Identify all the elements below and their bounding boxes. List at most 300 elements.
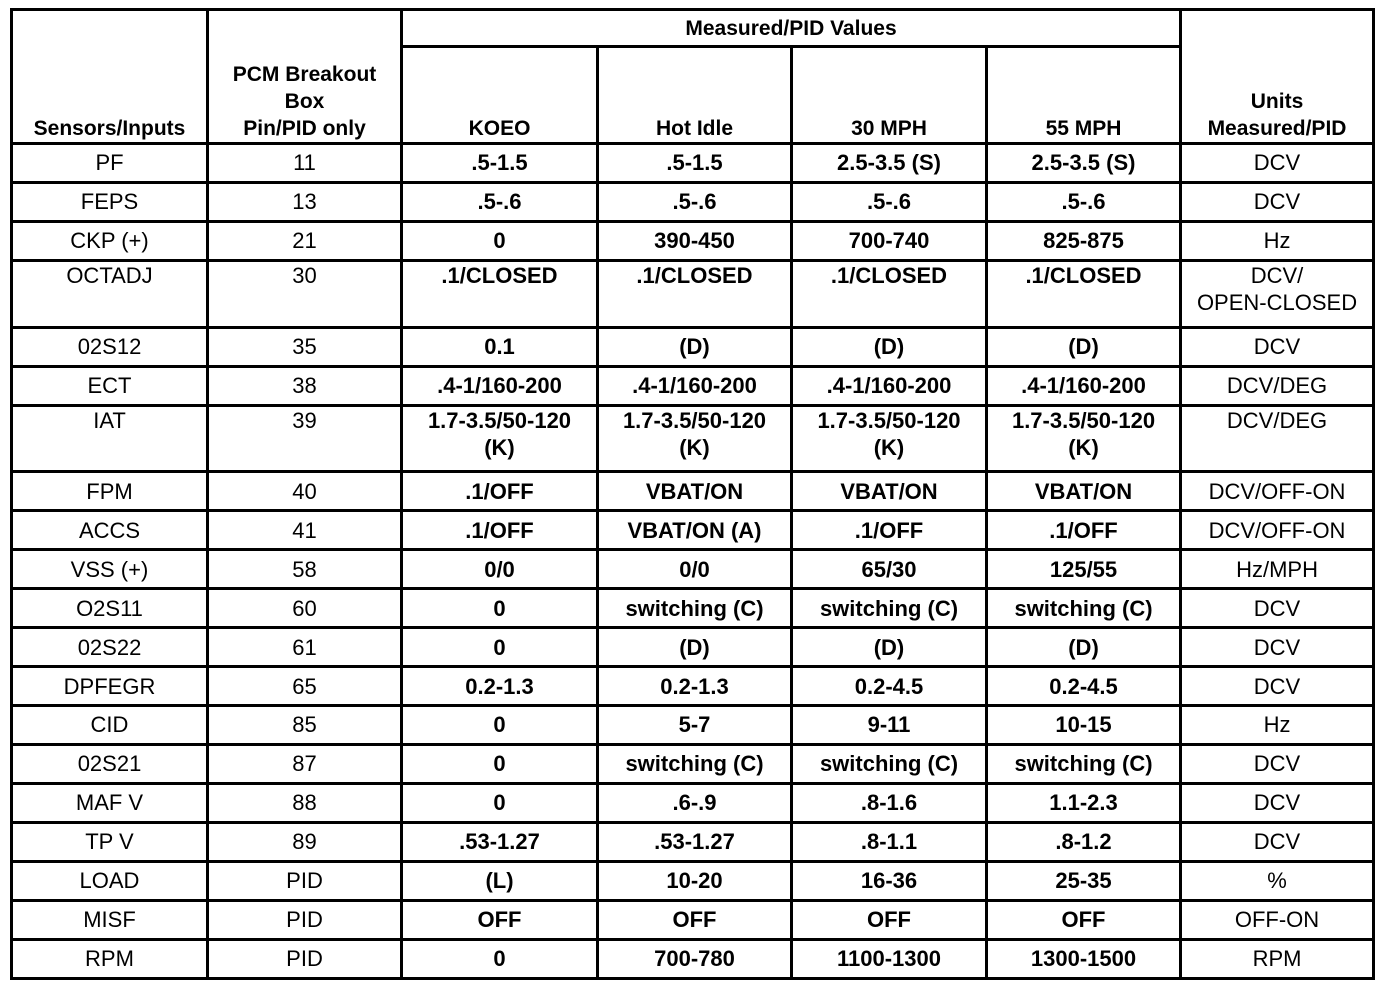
hot-idle-cell: [598, 861, 792, 900]
table-row: [12, 783, 1374, 822]
pin-cell: [208, 472, 402, 511]
koeo-cell: [402, 939, 598, 978]
mph30-cell-text: 9-11: [867, 712, 911, 738]
koeo-cell-text: .1/OFF: [465, 478, 534, 504]
koeo-cell-text: 0/0: [484, 556, 515, 582]
mph55-cell: [987, 589, 1181, 628]
sensor-cell-text: TP V: [85, 829, 134, 855]
table-row: [12, 589, 1374, 628]
hot-idle-cell-text: 390-450: [654, 228, 735, 254]
unit-cell: [1181, 939, 1374, 978]
hot-idle-cell: [598, 783, 792, 822]
mph55-cell: [987, 327, 1181, 366]
unit-cell-text: Hz/MPH: [1236, 556, 1318, 582]
hot-idle-cell: [598, 628, 792, 667]
table-row: [12, 366, 1374, 405]
koeo-cell-text: .53-1.27: [459, 829, 540, 855]
mph55-cell-text: 10-15: [1055, 712, 1112, 738]
pin-cell: [208, 667, 402, 706]
pin-cell-text: 11: [293, 150, 316, 176]
mph30-cell: [792, 182, 987, 221]
sensor-cell-text: VSS (+): [70, 556, 149, 582]
mph55-cell: [987, 182, 1181, 221]
hot-idle-cell-text: 10-20: [666, 868, 723, 894]
mph30-cell: [792, 628, 987, 667]
mph55-cell-text: (D): [1068, 334, 1099, 360]
pin-cell-text: 35: [292, 334, 317, 360]
table-row: [12, 221, 1374, 260]
hot-idle-cell: [598, 900, 792, 939]
koeo-cell: [402, 405, 598, 472]
unit-cell-text: DCV: [1253, 595, 1301, 621]
koeo-cell: [402, 550, 598, 589]
unit-cell-text: %: [1267, 868, 1287, 894]
mph55-cell: [987, 706, 1181, 745]
hot-idle-cell: [598, 511, 792, 550]
koeo-cell: [402, 260, 598, 327]
koeo-cell-text: .1/OFF: [465, 517, 534, 543]
mph55-cell: [987, 939, 1181, 978]
koeo-cell: [402, 366, 598, 405]
koeo-cell: [402, 861, 598, 900]
unit-cell-text: RPM: [1252, 946, 1302, 972]
sensor-cell-text: LOAD: [79, 868, 140, 894]
pin-cell: [208, 939, 402, 978]
table-row: [12, 628, 1374, 667]
hot-idle-cell-text: switching (C): [625, 595, 764, 621]
sensor-cell: [12, 744, 208, 783]
sensor-cell: [12, 405, 208, 472]
unit-cell: [1181, 260, 1374, 327]
mph55-cell-text: switching (C): [1014, 751, 1153, 777]
mph30-cell: [792, 939, 987, 978]
table-row: [12, 939, 1374, 978]
sensor-cell: [12, 939, 208, 978]
mph55-cell-text: .4-1/160-200: [1021, 373, 1146, 399]
header-pcm-breakout: [208, 10, 402, 144]
mph30-cell-text: (D): [873, 634, 905, 660]
mph55-cell-text-line2: (K): [1068, 434, 1099, 460]
mph30-cell: [792, 511, 987, 550]
pin-cell-text: 38: [292, 373, 317, 399]
unit-cell-text: Hz: [1263, 712, 1291, 738]
hot-idle-cell-text: 700-780: [654, 946, 735, 972]
koeo-cell-text: 0: [493, 751, 506, 777]
sensor-cell-text: FEPS: [80, 189, 139, 215]
mph55-cell: [987, 628, 1181, 667]
hot-idle-cell-text: .53-1.27: [654, 829, 735, 855]
unit-cell: [1181, 327, 1374, 366]
unit-cell-text: DCV: [1253, 189, 1301, 215]
table-row: [12, 327, 1374, 366]
sensor-cell: [12, 628, 208, 667]
mph55-cell-text: .1/OFF: [1049, 517, 1118, 543]
pin-cell: [208, 221, 402, 260]
mph30-cell: [792, 861, 987, 900]
hot-idle-cell-text: (D): [679, 334, 710, 360]
header-30-mph: 30 MPH: [792, 47, 987, 144]
hot-idle-cell: [598, 667, 792, 706]
unit-cell-text: OFF-ON: [1234, 907, 1320, 933]
unit-cell: [1181, 744, 1374, 783]
mph30-cell: [792, 260, 987, 327]
sensor-cell-text: PF: [95, 150, 124, 176]
unit-cell-text: Hz: [1263, 228, 1291, 254]
pin-cell-text: 87: [292, 751, 317, 777]
header-koeo: KOEO: [402, 47, 598, 144]
pin-cell-text: 40: [292, 478, 317, 504]
mph55-cell: [987, 744, 1181, 783]
sensor-cell: [12, 667, 208, 706]
pid-values-table: [10, 8, 1375, 980]
unit-cell-text: DCV/OFF-ON: [1208, 517, 1346, 543]
header-sensors-label: Sensors/Inputs: [33, 117, 186, 140]
mph55-cell-text: .8-1.2: [1055, 829, 1112, 855]
hot-idle-cell: [598, 939, 792, 978]
hot-idle-cell-text: .1/CLOSED: [636, 262, 753, 288]
pin-cell-text: 39: [292, 407, 317, 433]
hot-idle-cell-text: (D): [679, 634, 710, 660]
koeo-cell: [402, 472, 598, 511]
unit-cell: [1181, 221, 1374, 260]
hot-idle-cell-text: .6-.9: [672, 790, 717, 816]
pin-cell-text: 13: [292, 189, 317, 215]
unit-cell: [1181, 366, 1374, 405]
hot-idle-cell-text-line2: (K): [679, 434, 710, 460]
pin-cell: [208, 589, 402, 628]
unit-cell: [1181, 667, 1374, 706]
mph55-cell-text: 0.2-4.5: [1049, 673, 1118, 699]
table-row: [12, 144, 1374, 183]
table-row: [12, 861, 1374, 900]
koeo-cell: [402, 900, 598, 939]
unit-cell-text: DCV: [1253, 790, 1301, 816]
hot-idle-cell: [598, 550, 792, 589]
hot-idle-cell-text: OFF: [672, 907, 717, 933]
hot-idle-cell-text: 0/0: [679, 556, 710, 582]
mph30-cell: [792, 405, 987, 472]
hot-idle-cell: [598, 706, 792, 745]
sensor-cell-text: 02S22: [77, 634, 142, 660]
unit-cell-text: DCV: [1253, 751, 1301, 777]
hot-idle-cell-text: switching (C): [625, 751, 764, 777]
unit-cell-text: DCV: [1253, 150, 1301, 176]
table-row: [12, 182, 1374, 221]
table-row: [12, 550, 1374, 589]
koeo-cell: [402, 589, 598, 628]
unit-cell-text-line2: OPEN-CLOSED: [1196, 289, 1358, 315]
pin-cell-text: 60: [292, 595, 317, 621]
unit-cell: [1181, 405, 1374, 472]
hot-idle-cell: [598, 744, 792, 783]
hot-idle-cell: [598, 366, 792, 405]
pin-cell: [208, 744, 402, 783]
sensor-cell-text: 02S12: [77, 334, 142, 360]
sensor-cell: [12, 589, 208, 628]
koeo-cell: [402, 182, 598, 221]
koeo-cell: [402, 144, 598, 183]
koeo-cell-text: 0: [493, 634, 506, 660]
mph55-cell: [987, 472, 1181, 511]
mph30-cell: [792, 144, 987, 183]
unit-cell: [1181, 706, 1374, 745]
mph55-cell: [987, 405, 1181, 472]
mph30-cell-text: .4-1/160-200: [826, 373, 952, 399]
koeo-cell-text: 0.2-1.3: [465, 673, 534, 699]
sensor-cell-text: CID: [90, 712, 129, 738]
mph30-cell: [792, 822, 987, 861]
sensor-cell-text: DPFEGR: [63, 673, 156, 699]
unit-cell-text: DCV: [1253, 829, 1301, 855]
pin-cell-text: 65: [292, 673, 317, 699]
table-row: [12, 706, 1374, 745]
table-row: [12, 405, 1374, 472]
mph30-cell: [792, 667, 987, 706]
pin-cell: [208, 327, 402, 366]
mph30-cell-text: 1100-1300: [837, 946, 941, 972]
mph30-cell-text: .8-1.1: [860, 829, 918, 855]
mph30-cell-text: switching (C): [819, 595, 959, 621]
table-row: [12, 900, 1374, 939]
koeo-cell-text: 0: [493, 712, 506, 738]
hot-idle-cell-text: 5-7: [678, 712, 711, 738]
pin-cell-text: 88: [292, 790, 317, 816]
mph55-cell-text: VBAT/ON: [1034, 478, 1133, 504]
header-units-line1: Units: [1250, 90, 1304, 113]
hot-idle-cell: [598, 182, 792, 221]
sensor-cell: [12, 511, 208, 550]
hot-idle-cell: [598, 221, 792, 260]
pin-cell-text: 85: [292, 712, 317, 738]
mph55-cell: [987, 822, 1181, 861]
koeo-cell: [402, 822, 598, 861]
sensor-cell: [12, 327, 208, 366]
mph55-cell-text: 1.7-3.5/50-120: [1011, 407, 1156, 433]
mph30-cell: [792, 783, 987, 822]
hot-idle-cell-text: 1.7-3.5/50-120: [622, 407, 767, 433]
pin-cell: [208, 260, 402, 327]
unit-cell: [1181, 182, 1374, 221]
koeo-cell-text: .4-1/160-200: [437, 373, 562, 399]
hot-idle-cell-text: 0.2-1.3: [660, 673, 729, 699]
pin-cell: [208, 405, 402, 472]
sensor-cell-text: ECT: [87, 373, 132, 399]
mph30-cell: [792, 744, 987, 783]
unit-cell: [1181, 472, 1374, 511]
header-group-label: Measured/PID Values: [685, 16, 897, 40]
header-units-line2: Measured/PID: [1207, 117, 1347, 140]
pin-cell: [208, 511, 402, 550]
unit-cell: [1181, 144, 1374, 183]
koeo-cell: [402, 511, 598, 550]
header-hot-idle: Hot Idle: [598, 47, 792, 144]
hot-idle-cell-text: .4-1/160-200: [632, 373, 757, 399]
mph55-cell-text: (D): [1068, 634, 1099, 660]
pin-cell-text: 58: [292, 556, 317, 582]
pin-cell-text: 89: [292, 829, 317, 855]
hot-idle-cell: [598, 472, 792, 511]
sensor-cell-text: OCTADJ: [66, 262, 153, 288]
unit-cell-text: DCV/DEG: [1226, 407, 1328, 433]
unit-cell-text: DCV: [1253, 334, 1301, 360]
hot-idle-cell: [598, 589, 792, 628]
mph55-cell: [987, 511, 1181, 550]
mph55-cell-text: .5-.6: [1061, 189, 1106, 215]
sensor-cell: [12, 366, 208, 405]
unit-cell-text: DCV: [1253, 673, 1301, 699]
mph55-cell-text: 2.5-3.5 (S): [1031, 150, 1136, 176]
unit-cell: [1181, 783, 1374, 822]
header-pcm-line2: Box: [284, 90, 325, 113]
koeo-cell-text: .5-1.5: [471, 150, 528, 176]
koeo-cell-text: 0: [493, 595, 506, 621]
koeo-cell-text-line2: (K): [484, 434, 515, 460]
sensor-cell-text: MAF V: [75, 790, 144, 816]
table-body: [12, 144, 1374, 979]
mph30-cell-text: VBAT/ON: [840, 478, 938, 504]
hot-idle-cell: [598, 260, 792, 327]
mph30-cell-text: .1/CLOSED: [830, 262, 948, 288]
header-55-mph: 55 MPH: [987, 47, 1181, 144]
mph55-cell-text: 825-875: [1043, 228, 1124, 254]
sensor-cell: [12, 783, 208, 822]
mph30-cell-text: 0.2-4.5: [854, 673, 924, 699]
hot-idle-cell: [598, 327, 792, 366]
koeo-cell: [402, 706, 598, 745]
unit-cell: [1181, 511, 1374, 550]
pin-cell: [208, 366, 402, 405]
mph55-cell-text: .1/CLOSED: [1025, 262, 1142, 288]
mph30-cell: [792, 472, 987, 511]
mph55-cell: [987, 260, 1181, 327]
pin-cell-text: PID: [286, 946, 323, 972]
unit-cell-text: DCV/: [1250, 262, 1304, 288]
sensor-cell-text: RPM: [85, 946, 134, 972]
mph30-cell: [792, 706, 987, 745]
mph30-cell-text: 2.5-3.5 (S): [837, 150, 941, 176]
unit-cell-text: DCV/DEG: [1226, 373, 1328, 399]
mph55-cell-text: 1.1-2.3: [1049, 790, 1118, 816]
sensor-cell: [12, 472, 208, 511]
koeo-cell: [402, 783, 598, 822]
koeo-cell: [402, 221, 598, 260]
mph55-cell: [987, 783, 1181, 822]
mph55-cell: [987, 667, 1181, 706]
table-row: [12, 744, 1374, 783]
koeo-cell-text: 1.7-3.5/50-120: [427, 407, 572, 433]
mph30-cell-text: .5-.6: [866, 189, 912, 215]
hot-idle-cell-text: .5-1.5: [666, 150, 723, 176]
mph55-cell-text: switching (C): [1014, 595, 1153, 621]
table-row: [12, 472, 1374, 511]
mph55-cell: [987, 550, 1181, 589]
mph30-cell-text-line2: (K): [873, 434, 905, 460]
unit-cell: [1181, 589, 1374, 628]
koeo-cell-text: (L): [485, 868, 514, 894]
mph30-cell-text: .1/OFF: [854, 517, 924, 543]
table-row: [12, 511, 1374, 550]
sensor-cell-text: CKP (+): [70, 228, 149, 254]
mph30-cell-text: .8-1.6: [860, 790, 918, 816]
mph30-cell-text: OFF: [867, 907, 911, 933]
mph55-cell: [987, 861, 1181, 900]
pin-cell: [208, 706, 402, 745]
sensor-cell-text: IAT: [93, 407, 126, 433]
table-row: [12, 822, 1374, 861]
sensor-cell: [12, 550, 208, 589]
mph30-cell-text: switching (C): [819, 751, 959, 777]
mph30-cell: [792, 327, 987, 366]
unit-cell: [1181, 822, 1374, 861]
unit-cell: [1181, 628, 1374, 667]
header-measured-pid-values: [402, 10, 1181, 47]
koeo-cell: [402, 744, 598, 783]
pin-cell-text: PID: [286, 907, 323, 933]
unit-cell: [1181, 900, 1374, 939]
pin-cell: [208, 144, 402, 183]
koeo-cell: [402, 327, 598, 366]
mph55-cell: [987, 366, 1181, 405]
header-units: [1181, 10, 1374, 144]
mph30-cell: [792, 589, 987, 628]
sensor-cell-text: FPM: [86, 478, 133, 504]
pin-cell-text: 41: [292, 517, 317, 543]
koeo-cell-text: 0.1: [484, 334, 515, 360]
mph30-cell: [792, 221, 987, 260]
koeo-cell-text: 0: [493, 228, 506, 254]
mph55-cell-text: 1300-1500: [1030, 946, 1137, 972]
mph55-cell: [987, 900, 1181, 939]
sensor-cell: [12, 260, 208, 327]
mph55-cell: [987, 221, 1181, 260]
sensor-cell: [12, 900, 208, 939]
unit-cell: [1181, 861, 1374, 900]
mph30-cell: [792, 900, 987, 939]
mph30-cell-text: 65/30: [861, 556, 917, 582]
pin-cell: [208, 900, 402, 939]
mph30-cell-text: 700-740: [848, 228, 930, 254]
pin-cell: [208, 822, 402, 861]
sensor-cell: [12, 221, 208, 260]
koeo-cell: [402, 628, 598, 667]
koeo-cell: [402, 667, 598, 706]
pin-cell-text: PID: [286, 868, 323, 894]
koeo-cell-text: .5-.6: [477, 189, 522, 215]
hot-idle-cell-text: VBAT/ON (A): [627, 517, 762, 543]
pin-cell: [208, 783, 402, 822]
koeo-cell-text: .1/CLOSED: [441, 262, 558, 288]
sensor-cell-text: O2S11: [76, 595, 143, 621]
unit-cell: [1181, 550, 1374, 589]
header-pcm-line3: Pin/PID only: [243, 117, 366, 140]
mph55-cell-text: 25-35: [1055, 868, 1112, 894]
koeo-cell-text: OFF: [477, 907, 522, 933]
sensor-cell: [12, 144, 208, 183]
pin-cell: [208, 861, 402, 900]
table-row: [12, 667, 1374, 706]
hot-idle-cell-text: .5-.6: [672, 189, 717, 215]
koeo-cell-text: 0: [493, 790, 506, 816]
koeo-cell-text: 0: [493, 946, 506, 972]
sensor-cell: [12, 861, 208, 900]
unit-cell-text: DCV: [1253, 634, 1301, 660]
mph55-cell-text: 125/55: [1049, 556, 1118, 582]
hot-idle-cell-text: VBAT/ON: [645, 478, 744, 504]
mph55-cell-text: OFF: [1061, 907, 1106, 933]
mph30-cell-text: (D): [873, 334, 905, 360]
sensor-cell: [12, 182, 208, 221]
hot-idle-cell: [598, 822, 792, 861]
